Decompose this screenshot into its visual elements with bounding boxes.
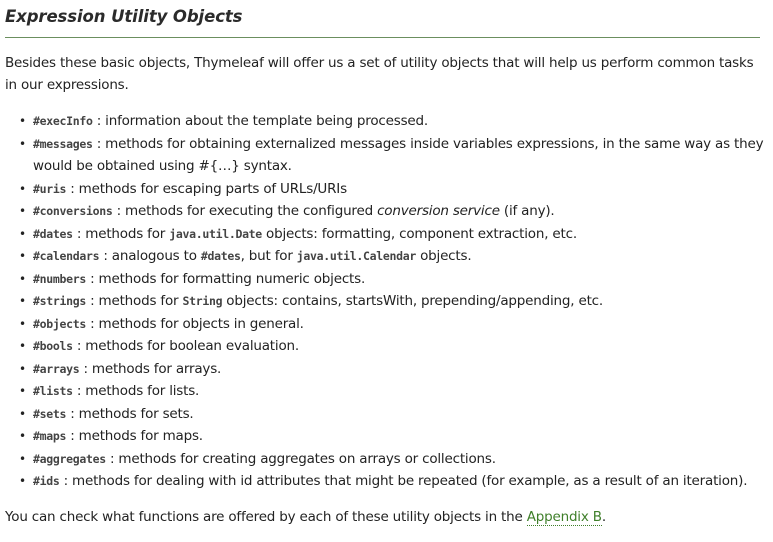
- bullet-icon: •: [19, 271, 26, 286]
- list-item-execinfo: [19, 110, 767, 133]
- list-item-numbers: [19, 268, 767, 291]
- object-description: : analogous to: [103, 248, 201, 264]
- object-name: #strings: [33, 294, 86, 308]
- object-name: #aggregates: [33, 451, 106, 466]
- list-item-conversions: [19, 200, 767, 223]
- list-item-ids: [19, 470, 767, 493]
- list-item-sets: [19, 403, 767, 426]
- inline-code: #dates: [200, 249, 241, 263]
- object-name: #messages: [33, 136, 93, 151]
- bullet-icon: •: [19, 406, 26, 421]
- outro-text: You can check what functions are offered by each of these utility objects in the: [5, 508, 527, 525]
- object-description-end: objects.: [416, 248, 472, 264]
- object-description: : methods for obtaining externalized messages inside variables expressions, in the same way as they would be obtained using #{…} syntax.: [33, 135, 764, 174]
- bullet-icon: •: [19, 384, 26, 398]
- list-item-maps: [19, 425, 767, 448]
- object-description: : methods for executing the configured: [116, 203, 378, 219]
- object-name: #dates: [33, 226, 73, 241]
- object-description: : methods for: [90, 293, 183, 309]
- object-description: : information about the template being processed.: [96, 113, 428, 129]
- object-name: #bools: [33, 339, 73, 353]
- object-description: : methods for creating aggregates on arrays or collections.: [109, 450, 496, 467]
- object-name: #arrays: [33, 361, 80, 376]
- utility-objects-list: [5, 110, 767, 493]
- list-item-strings: [19, 290, 767, 313]
- list-item-bools: [19, 335, 767, 358]
- bullet-icon: •: [19, 474, 26, 488]
- object-name: #lists: [33, 384, 73, 398]
- bullet-icon: •: [19, 204, 26, 218]
- emphasis-text: conversion service: [377, 203, 500, 219]
- list-item-aggregates: [19, 448, 767, 471]
- bullet-icon: •: [19, 181, 26, 196]
- list-item-messages: [19, 133, 767, 178]
- object-description-end: (if any).: [499, 203, 555, 219]
- object-description: : methods for sets.: [70, 405, 194, 422]
- bullet-icon: •: [19, 136, 26, 151]
- bullet-icon: •: [19, 429, 26, 443]
- section-divider: [5, 37, 760, 38]
- object-name: #calendars: [33, 249, 100, 263]
- list-item-calendars: [19, 245, 767, 268]
- bullet-icon: •: [19, 114, 26, 128]
- bullet-icon: •: [19, 361, 26, 376]
- object-description: : methods for dealing with id attributes that might be repeated (for example, as a result of an iteration).: [63, 473, 748, 489]
- object-description: : methods for: [76, 225, 170, 242]
- inline-code: java.util.Date: [169, 226, 262, 241]
- object-description: : methods for maps.: [70, 428, 203, 444]
- bullet-icon: •: [19, 249, 26, 263]
- object-description: : methods for lists.: [76, 383, 200, 399]
- object-name: #sets: [33, 406, 67, 421]
- object-name: #objects: [33, 316, 86, 331]
- object-description: : methods for boolean evaluation.: [76, 338, 299, 354]
- object-description-end: objects: formatting, component extraction, etc.: [261, 225, 577, 242]
- list-item-lists: [19, 380, 767, 403]
- outro-end: .: [601, 508, 606, 525]
- bullet-icon: •: [19, 339, 26, 353]
- outro-paragraph: [5, 507, 767, 529]
- object-name: #execInfo: [33, 114, 93, 128]
- list-item-arrays: [19, 358, 767, 381]
- bullet-icon: •: [19, 451, 26, 466]
- object-description: : methods for arrays.: [83, 360, 222, 377]
- object-name: #uris: [33, 181, 67, 196]
- bullet-icon: •: [19, 226, 26, 241]
- intro-paragraph: Besides these basic objects, Thymeleaf will offer us a set of utility objects that will help us perform common tasks in our expressions.: [5, 55, 754, 93]
- inline-code: String: [182, 294, 223, 308]
- object-name: #conversions: [33, 204, 113, 218]
- list-item-objects: [19, 313, 767, 336]
- appendix-b-link[interactable]: Appendix B: [526, 508, 602, 525]
- object-description-end: objects: contains, startsWith, prepending/appending, etc.: [222, 293, 603, 309]
- inline-code-2: java.util.Calendar: [296, 249, 416, 263]
- object-name: #numbers: [33, 271, 86, 286]
- object-name: #ids: [33, 474, 60, 488]
- section-title: Expression Utility Objects: [5, 7, 243, 26]
- object-name: #maps: [33, 429, 67, 443]
- object-description: : methods for objects in general.: [90, 315, 304, 332]
- object-description: : methods for formatting numeric objects.: [90, 270, 366, 287]
- bullet-icon: •: [19, 316, 26, 331]
- bullet-icon: •: [19, 294, 26, 308]
- list-item-uris: [19, 178, 767, 201]
- object-description-mid: , but for: [240, 248, 297, 264]
- object-description: : methods for escaping parts of URLs/URIs: [70, 180, 347, 197]
- list-item-dates: [19, 223, 767, 246]
